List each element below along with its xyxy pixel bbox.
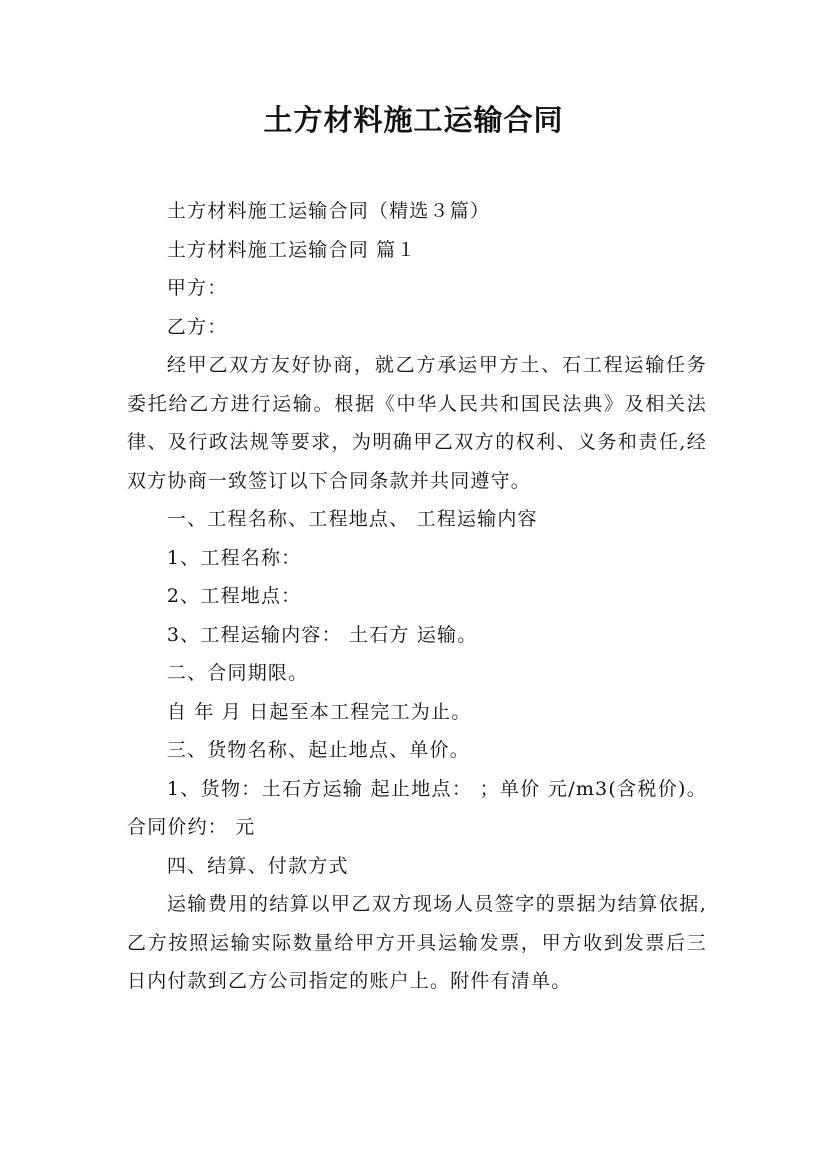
document-title: 土方材料施工运输合同	[263, 103, 564, 137]
section-heading-paragraph: 土方材料施工运输合同 篇１	[166, 238, 417, 261]
goods-price-paragraph: 1、货物：土石方运输 起止地点： ；单价 元/m3(含税价)。合同价约： 元	[127, 777, 707, 838]
subtitle-paragraph: 土方材料施工运输合同（精选３篇）	[166, 200, 491, 222]
project-location-line: 2、工程地点：	[166, 585, 302, 607]
project-name-line: 1、工程名称：	[166, 546, 302, 569]
clause-heading-1: 一、工程名称、工程地点、 工程运输内容	[166, 508, 538, 530]
transport-content-line: 3、工程运输内容： 土石方 运输。	[166, 623, 478, 646]
settlement-paragraph: 运输费用的结算以甲乙双方现场人员签字的票据为结算依据,乙方按照运输实际数量给甲方开具运输发票，甲方收到发票后三日内付款到乙方公司指定的账户上。附件有清单。	[127, 893, 707, 992]
intro-paragraph: 经甲乙双方友好协商，就乙方承运甲方土、石工程运输任务委托给乙方进行运输。根据《中华人民共和国民法典》及相关法律、及行政法规等要求，为明确甲乙双方的权利、义务和责任,经双方协商一致签订以下合同条款并共同遵守。	[127, 354, 707, 492]
party-a-line: 甲方：	[166, 277, 228, 299]
clause-heading-3: 三、货物名称、起止地点、单价。	[166, 739, 470, 761]
contract-term-line: 自 年 月 日起至本工程完工为止。	[166, 700, 472, 723]
document-body	[127, 192, 707, 1001]
clause-heading-2: 二、合同期限。	[166, 662, 309, 684]
party-b-line: 乙方：	[166, 315, 228, 338]
clause-heading-4: 四、结算、付款方式	[166, 854, 349, 877]
